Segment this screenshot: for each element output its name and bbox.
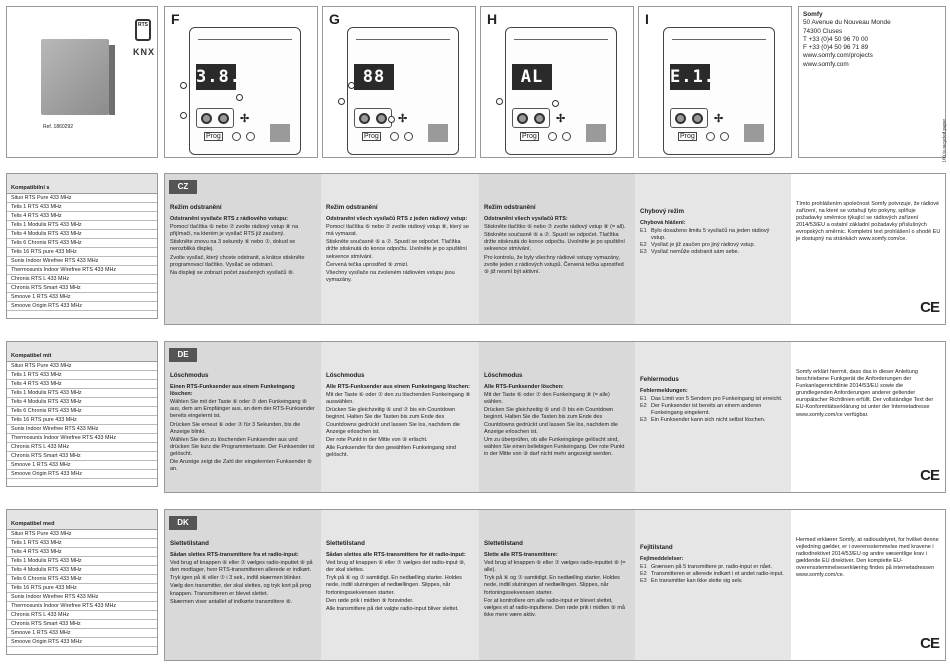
section-subtitle: Fehlermeldungen: <box>640 388 688 395</box>
section-subtitle: Odstranění vysílače RTS z rádiového vstupu: <box>170 216 288 223</box>
address-line: 50 Avenue du Nouveau Monde <box>803 19 891 27</box>
terminal-block <box>586 124 606 142</box>
compat-item: Smoove 1 RTS 433 MHz <box>7 461 157 470</box>
column-text <box>796 537 941 581</box>
fax: F +33 (0)4 50 96 71 89 <box>803 44 869 52</box>
column-c1 <box>165 342 321 492</box>
compat-item: Thermosunis Indoor Wirefree RTS 433 MHz <box>7 434 157 443</box>
error-text: Ein Funksender kann sich nicht selbst löschen. <box>651 417 766 424</box>
paragraph: Alle Funksender für den gewählten Funkeingang sind gelöscht. <box>326 444 456 458</box>
section-dk <box>164 509 946 661</box>
section-subtitle: Einen RTS-Funksender aus einem Funkeingang löschen: <box>170 384 295 398</box>
paragraph: Wählen Sie den zu löschenden Funksender aus und drücken Sie kurz die Programmiertaste. Der Funksender ist gelöscht. <box>170 436 315 457</box>
error-code: E2 <box>640 403 647 410</box>
language-tag: DE <box>169 348 197 362</box>
compat-item: Sunis Indoor Wirefree RTS 433 MHz <box>7 593 157 602</box>
terminal-block <box>744 124 764 142</box>
compat-item: Telis 1 RTS 433 MHz <box>7 539 157 548</box>
section-subtitle: Sådan slettes RTS-transmittere fra et radio-input: <box>170 552 299 559</box>
declaration-text: Hermed erklærer Somfy, at radioudstyret, for hvilket denne vejledning gælder, er i overensstemmelse med kravene i radiodirektivet 2014/53/EU og andre væsentlige krav i gældende EU direktiver. Den komplette EU-overensstemmelseserklæring findes på internetadressen www.somfy.com/ce. <box>796 537 939 579</box>
error-item <box>640 396 785 403</box>
compat-heading: Kompatibilní s <box>7 174 157 194</box>
compat-item: Telis 4 Modulis RTS 433 MHz <box>7 230 157 239</box>
paragraph: Ved brug af knappen ⑥ eller ⑦ vælges radio-inputtet ⑧ (= alle). <box>484 560 626 574</box>
compat-item: Thermosunis Indoor Wirefree RTS 433 MHz <box>7 602 157 611</box>
column-c1 <box>165 510 321 660</box>
select-buttons <box>196 108 234 128</box>
section-title: Fehlermodus <box>640 376 679 383</box>
knx-logo: KNX <box>133 47 156 57</box>
error-code: E2 <box>640 571 647 578</box>
error-code: E1 <box>640 228 647 235</box>
compat-item: Chronis RTS L 433 MHz <box>7 611 157 620</box>
error-text: En transmitter kan ikke slette sig selv. <box>651 578 743 585</box>
compat-list-dk <box>6 509 158 655</box>
display-readout: AL <box>512 64 552 90</box>
section-title: Slettetilstand <box>170 540 209 547</box>
error-text: Vysílač je již zaučen pro jiný rádiový vstup. <box>651 242 756 249</box>
compat-item: Telis 1 Modulis RTS 433 MHz <box>7 557 157 566</box>
paragraph: Tryk igen på ⑥ eller ⑦ i 3 sek., indtil skærmen blinker. <box>170 575 302 582</box>
paragraph: Drücken Sie gleichzeitig ⑥ und ⑦ bis ein Countdown beginnt. Halten Sie die Tasten bis zum Ende des Countdowns gedrückt und lassen Sie los, nachdem die Anzeige erloschen ist. <box>326 407 460 435</box>
section-title: Slettetilstand <box>484 540 523 547</box>
section-title: Režim odstranění <box>326 204 378 211</box>
paragraph: Na displeji se zobrazí počet zaučených vysílačů ⑧. <box>170 269 295 276</box>
section-title: Fejltilstand <box>640 544 673 551</box>
error-code: E3 <box>640 417 647 424</box>
receiver-diagram <box>347 27 459 155</box>
paragraph: Um zu überprüfen, ob alle Funkeingänge gelöscht sind, wählen Sie einen beliebigen Funkeingang. Der rote Punkt in der Mitte von ⑨ darf nicht mehr angezeigt werden. <box>484 436 625 457</box>
compat-item: Chronis RTS Smart 433 MHz <box>7 620 157 629</box>
recycled-note: 100 % recycled paper <box>942 119 947 163</box>
compat-item: Situo RTS Pure 433 MHz <box>7 194 157 203</box>
compat-item: Telis 6 Chronis RTS 433 MHz <box>7 407 157 416</box>
compat-item: Telis 4 RTS 433 MHz <box>7 548 157 557</box>
section-title: Režim odstranění <box>484 204 536 211</box>
figure-g <box>322 6 476 158</box>
column-text <box>484 372 629 459</box>
address-panel <box>798 6 947 163</box>
error-item <box>640 403 785 417</box>
column-text <box>170 204 315 278</box>
column-c5 <box>791 174 946 324</box>
paragraph: Skærmen viser antallet af indkørte transmittere ⑧. <box>170 598 293 605</box>
figure-letter: H <box>487 11 498 27</box>
compat-item: Telis 16 RTS pure 433 MHz <box>7 416 157 425</box>
compat-item: Telis 16 RTS pure 433 MHz <box>7 248 157 257</box>
column-c4 <box>635 174 791 324</box>
section-title: Löschmodus <box>170 372 209 379</box>
error-code: E2 <box>640 242 647 249</box>
compat-heading: Kompatibel med <box>7 510 157 530</box>
paragraph: Vælg den transmitter, der skal slettes, og tryk kort på prog knappen. Transmitteren er blevet slettet. <box>170 583 311 597</box>
section-title: Löschmodus <box>326 372 365 379</box>
reference-number: Ref. 1860292 <box>43 124 74 130</box>
column-text <box>484 204 629 277</box>
prog-label: Prog <box>680 133 695 140</box>
paragraph: Mit der Taste ⑥ oder ⑦ den zu löschenden Funkeingang ⑧ auswählen. <box>326 392 471 406</box>
compat-item: Telis 4 Modulis RTS 433 MHz <box>7 566 157 575</box>
column-c3 <box>479 342 635 492</box>
paragraph: Tryk på ⑥ og ⑦ samtidigt. En nedtælling starter. Holdes nede, indtil slutningen af nedtællingen. Slippes, når fortoningssekvensen starter. <box>484 575 620 596</box>
display-readout: 88 <box>354 64 394 90</box>
section-cz <box>164 173 946 325</box>
error-text: Transmitteren er allerede indkørt i et andet radio-input. <box>651 571 784 578</box>
column-text <box>326 540 473 614</box>
error-item <box>640 228 785 242</box>
terminal-block <box>270 124 290 142</box>
plus-icon: ✢ <box>714 113 724 125</box>
paragraph: Den røde prik i midten ⑨ forsvinder. <box>326 597 414 604</box>
plus-icon: ✢ <box>240 113 250 125</box>
paragraph: Der rote Punkt in der Mitte von ⑨ erlischt. <box>326 436 428 443</box>
prog-label: Prog <box>522 133 537 140</box>
paragraph: Pro kontrolu, že byly všechny rádiové vstupy vymazány, zvolte jeden z rádiových vstupů. Červená tečka uprostřed ⑨ již nesmí být aktivní. <box>484 254 624 275</box>
compat-item: Smoove Origin RTS 433 MHz <box>7 302 157 311</box>
plus-icon: ✢ <box>556 113 566 125</box>
column-c4 <box>635 510 791 660</box>
compat-item: Smoove Origin RTS 433 MHz <box>7 638 157 647</box>
error-text: Das Limit von 5 Sendern pro Funkeingang ist erreicht. <box>651 396 783 403</box>
paragraph: Tryk på ⑥ og ⑦ samtidigt. En nedtælling starter. Holdes nede, indtil slutningen af nedtællingen. Slippes, når fortoningssekvensen starter. <box>326 575 462 596</box>
compat-item: Sunis Indoor Wirefree RTS 433 MHz <box>7 257 157 266</box>
error-text: Bylo dosaženo limitu 5 vysílačů na jeden rádiový vstup. <box>651 228 770 242</box>
product-panel <box>6 6 158 158</box>
paragraph: Drücken Sie gleichzeitig ⑥ und ⑦ bis ein Countdown beginnt. Halten Sie die Tasten bis zum Ende des Countdowns gedrückt und lassen Sie los, nachdem die Anzeige erloschen ist. <box>484 407 618 435</box>
plus-icon: ✢ <box>398 113 408 125</box>
paragraph: Ved brug af knappen ⑥ eller ⑦ vælges radio-inputtet ⑧ på den modtager, hvor RTS-transmitteren allerede er indkørt. <box>170 560 313 574</box>
error-code: E3 <box>640 249 647 256</box>
paragraph: Wählen Sie mit der Taste ⑥ oder ⑦ den Funkeingang ⑧ aus, dem am Empfänger aus, an dem der RTS-Funksender bereits eingelernt ist. <box>170 399 315 420</box>
column-c5 <box>791 342 946 492</box>
company-name: Somfy <box>803 11 823 18</box>
select-buttons <box>354 108 392 128</box>
receiver-diagram <box>663 27 775 155</box>
paragraph: Červená tečka uprostřed ⑨ zmizí. <box>326 261 409 268</box>
select-buttons <box>670 108 708 128</box>
column-text <box>170 540 315 607</box>
compat-item: Telis 16 RTS pure 433 MHz <box>7 584 157 593</box>
error-text: Vysílač nemůže odstranit sám sebe. <box>651 249 740 256</box>
paragraph: Stiskněte současně ⑥ a ⑦. Spustí se odpočet. Tlačítka držte stisknutá do konce odpočtu. Uvolněte je po spuštění sekvence stmívání. <box>484 232 625 253</box>
language-tag: DK <box>169 516 197 530</box>
paragraph: Všechny vysílače na zvoleném rádiovém vstupu jsou vymazány. <box>326 269 455 283</box>
column-text <box>170 372 315 474</box>
column-c2 <box>321 342 479 492</box>
figure-h <box>480 6 634 158</box>
column-c2 <box>321 174 479 324</box>
compat-item: Sunis Indoor Wirefree RTS 433 MHz <box>7 425 157 434</box>
figure-f <box>164 6 318 158</box>
compat-item: Smoove Origin RTS 433 MHz <box>7 470 157 479</box>
display-readout: E.1. <box>670 64 710 90</box>
paragraph: For at kontrollere om alle radio-input er blevet slettet, vælges et af radio-inputtene. Den røde prik i midten ⑨ må ikke mere være aktiv. <box>484 597 625 618</box>
figure-letter: I <box>645 11 649 27</box>
error-item <box>640 564 785 571</box>
compat-item: Telis 6 Chronis RTS 433 MHz <box>7 575 157 584</box>
ce-mark-icon: CE <box>920 299 939 316</box>
column-text <box>796 369 941 420</box>
select-buttons <box>512 108 550 128</box>
compat-item: Chronis RTS L 433 MHz <box>7 275 157 284</box>
compat-item: Thermosunis Indoor Wirefree RTS 433 MHz <box>7 266 157 275</box>
figure-letter: F <box>171 11 180 27</box>
section-subtitle: Slette alle RTS-transmittere: <box>484 552 558 559</box>
declaration-text: Somfy erklärt hiermit, dass das in dieser Anleitung beschriebene Funkgerät die Anforderungen der Funkanlagenrichtlinie 2014/53/EU sowie die grundlegenden Anforderungen anderer geltender europäischer Richtlinien erfüllt. Der vollständige Text der EU-Konformitätserklärung ist unter der Internetadresse www.somfy.com/ce verfügbar. <box>796 369 934 418</box>
column-text <box>640 544 785 585</box>
error-code: E3 <box>640 578 647 585</box>
website-link[interactable]: www.somfy.com/projects <box>803 52 873 60</box>
compat-item: Telis 4 RTS 433 MHz <box>7 212 157 221</box>
section-title: Chybový režim <box>640 208 685 215</box>
compat-item: Telis 4 Modulis RTS 433 MHz <box>7 398 157 407</box>
error-code: E1 <box>640 396 647 403</box>
ce-mark-icon: CE <box>920 635 939 652</box>
rts-logo: RTS <box>135 19 151 41</box>
compat-item: Chronis RTS L 433 MHz <box>7 443 157 452</box>
column-text <box>326 372 473 460</box>
compat-item: Telis 1 Modulis RTS 433 MHz <box>7 221 157 230</box>
prog-label: Prog <box>206 133 221 140</box>
prog-label: Prog <box>364 133 379 140</box>
paragraph: Stiskněte znovu na 3 sekundy ⑥ nebo ⑦, dokud se nerozbliká displej. <box>170 239 296 253</box>
address-line: 74300 Cluses <box>803 27 843 35</box>
error-item <box>640 578 785 585</box>
language-tag: CZ <box>169 180 197 194</box>
error-code: E1 <box>640 564 647 571</box>
error-text: Der Funksender ist bereits an einem anderen Funkeingang eingelernt. <box>651 403 762 417</box>
column-text <box>640 376 785 425</box>
column-c4 <box>635 342 791 492</box>
compat-item: Telis 1 RTS 433 MHz <box>7 203 157 212</box>
compat-item: Situo RTS Pure 433 MHz <box>7 362 157 371</box>
error-item <box>640 571 785 578</box>
paragraph: Stiskněte tlačítko ⑥ nebo ⑦ zvolte rádiový vstup ⑧ (= all). <box>484 224 626 231</box>
compat-list-de <box>6 341 158 487</box>
compat-item: Situo RTS Pure 433 MHz <box>7 530 157 539</box>
receiver-diagram <box>505 27 617 155</box>
section-de <box>164 341 946 493</box>
compat-item: Chronis RTS Smart 433 MHz <box>7 452 157 461</box>
compat-item: Telis 1 RTS 433 MHz <box>7 371 157 380</box>
figure-i <box>638 6 792 158</box>
section-subtitle: Odstranění všech vysílačů RTS: <box>484 216 568 223</box>
section-subtitle: Odstranění všech vysílačů RTS z jeden rádiový vstup: <box>326 216 468 223</box>
compat-list-cz <box>6 173 158 319</box>
compat-heading: Kompatibel mit <box>7 342 157 362</box>
ce-mark-icon: CE <box>920 467 939 484</box>
column-c3 <box>479 510 635 660</box>
section-subtitle: Alle RTS-Funksender aus einem Funkeingang löschen: <box>326 384 470 391</box>
declaration-text: Tímto prohlášením společnost Somfy potvrzuje, že rádiové zařízení, na které se vztahují tyto pokyny, splňuje požadavky směrnice týkající se rádiových zařízení 2014/53/EU a ostatní základní požadavky příslušných evropských směrnic. Kompletní text prohlášení o shodě EU je dostupný na stránkách www.somfy.com/ce. <box>796 201 941 243</box>
phone: T +33 (0)4 50 96 70 00 <box>803 35 869 43</box>
compat-item: Smoove 1 RTS 433 MHz <box>7 293 157 302</box>
paragraph: Zvolte vysílač, který chcete odstranit, a krátce stiskněte programovací tlačítko. Vysílač se odstraní. <box>170 254 305 268</box>
compat-item: Telis 6 Chronis RTS 433 MHz <box>7 239 157 248</box>
display-readout: 3.8. <box>196 64 236 90</box>
section-subtitle: Sådan slettes alle RTS-transmittere for ét radio-input: <box>326 552 466 559</box>
column-text <box>640 208 785 257</box>
column-text <box>796 201 941 245</box>
column-c3 <box>479 174 635 324</box>
section-title: Režim odstranění <box>170 204 222 211</box>
figure-letter: G <box>329 11 340 27</box>
paragraph: Stiskněte současně ⑥ a ⑦. Spustí se odpočet. Tlačítka držte stisknutá do konce odpočtu. Uvolněte je po spuštění sekvence stmívání. <box>326 239 467 260</box>
column-c5 <box>791 510 946 660</box>
paragraph: Pomocí tlačítka ⑥ nebo ⑦ zvolte rádiový vstup ⑧ na přijímači, na kterém je vysílač RTS již zaučený. <box>170 224 299 238</box>
section-title: Slettetilstand <box>326 540 365 547</box>
compat-item: Telis 1 Modulis RTS 433 MHz <box>7 389 157 398</box>
section-subtitle: Fejlmeddelelser: <box>640 556 684 563</box>
section-title: Löschmodus <box>484 372 523 379</box>
section-subtitle: Alle RTS-Funksender löschen: <box>484 384 564 391</box>
website-link[interactable]: www.somfy.com <box>803 60 849 68</box>
column-c1 <box>165 174 321 324</box>
paragraph: Die Anzeige zeigt die Zahl der eingelernten Funksender ⑧ an. <box>170 459 312 473</box>
compat-item: Telis 4 RTS 433 MHz <box>7 380 157 389</box>
paragraph: Drücken Sie erneut ⑥ oder ⑦ für 3 Sekunden, bis die Anzeige blinkt. <box>170 421 301 435</box>
paragraph: Alle transmittere på det valgte radio-input bliver slettet. <box>326 605 459 612</box>
compat-item: Smoove 1 RTS 433 MHz <box>7 629 157 638</box>
paragraph: Mit der Taste ⑥ oder ⑦ den Funkeingang ⑧ (= alle) wählen. <box>484 392 610 406</box>
column-text <box>326 204 473 285</box>
column-text <box>484 540 629 620</box>
terminal-block <box>428 124 448 142</box>
compat-item: Chronis RTS Smart 433 MHz <box>7 284 157 293</box>
paragraph: Pomocí tlačítka ⑥ nebo ⑦ zvolte rádiový vstup ⑧, který se má vymazat. <box>326 224 469 238</box>
error-item <box>640 417 785 424</box>
device-image <box>41 39 109 115</box>
error-text: Grænsen på 5 transmittere pr. radio-input er nået. <box>651 564 773 571</box>
error-item <box>640 249 785 256</box>
section-subtitle: Chybová hlášení: <box>640 220 686 227</box>
paragraph: Ved brug af knappen ⑥ eller ⑦ vælges det radio-input ⑧, der skal slettes. <box>326 560 466 574</box>
column-c2 <box>321 510 479 660</box>
receiver-diagram <box>189 27 301 155</box>
